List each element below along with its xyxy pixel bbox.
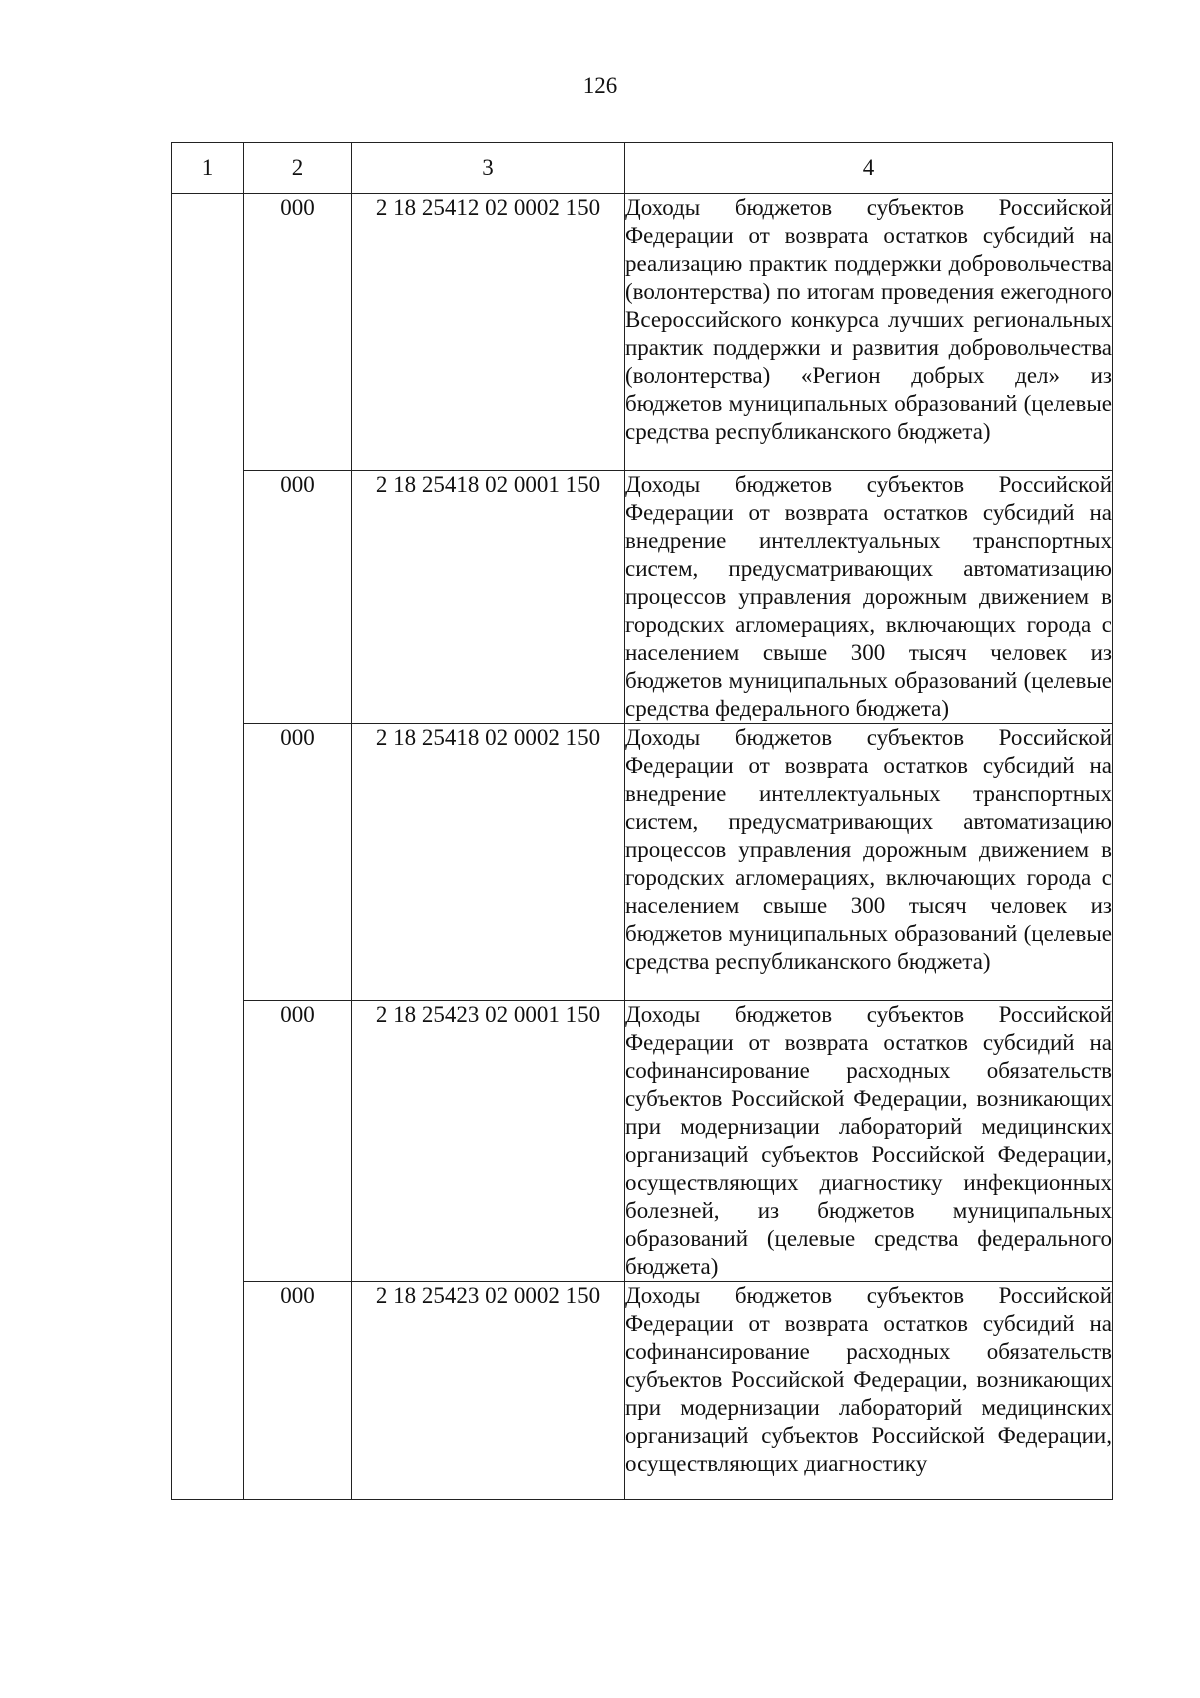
classification-code-cell: 2 18 25412 02 0002 150 bbox=[352, 194, 625, 471]
description-cell bbox=[625, 1001, 1113, 1282]
description-cell bbox=[625, 724, 1113, 1001]
budget-classification-table bbox=[171, 142, 1113, 1500]
row-col1-cell bbox=[172, 724, 244, 1001]
description-text: Доходы бюджетов субъектов Российской Федерации от возврата остатков субсидий на софинансирование расходных обязательств субъектов Российской Федерации, возникающих при модернизации лабораторий медицинских организаций субъектов Российской Федерации, осуществляющих диагностику bbox=[625, 1283, 1112, 1476]
classification-code-cell: 2 18 25423 02 0001 150 bbox=[352, 1001, 625, 1282]
description-cell bbox=[625, 194, 1113, 471]
table-row bbox=[172, 1282, 1113, 1500]
row-col1-cell bbox=[172, 471, 244, 724]
description-text: Доходы бюджетов субъектов Российской Федерации от возврата остатков субсидий на софинансирование расходных обязательств субъектов Российской Федерации, возникающих при модернизации лабораторий медицинских организаций субъектов Российской Федерации, осуществляющих диагностику инфекционных болезней, из бюджетов муниципальных образований (целевые средства федерального бюджета) bbox=[625, 1002, 1112, 1279]
table-row bbox=[172, 1001, 1113, 1282]
row-col1-cell bbox=[172, 1001, 244, 1282]
table-row bbox=[172, 724, 1113, 1001]
description-cell bbox=[625, 471, 1113, 724]
page-number: 126 bbox=[582, 73, 618, 98]
table-row bbox=[172, 194, 1113, 471]
admin-code-cell: 000 bbox=[244, 1001, 352, 1282]
description-text: Доходы бюджетов субъектов Российской Федерации от возврата остатков субсидий на внедрение интеллектуальных транспортных систем, предусматривающих автоматизацию процессов управления дорожным движением в городских агломерациях, включающих города с населением свыше 300 тысяч человек из бюджетов муниципальных образований (целевые средства федерального бюджета) bbox=[625, 472, 1112, 721]
admin-code-cell: 000 bbox=[244, 1282, 352, 1500]
description-text: Доходы бюджетов субъектов Российской Федерации от возврата остатков субсидий на реализацию практик поддержки добровольчества (волонтерства) по итогам проведения ежегодного Всероссийского конкурса лучших региональных практик поддержки и развития добровольчества (волонтерства) «Регион добрых дел» из бюджетов муниципальных образований (целевые средства республиканского бюджета) bbox=[625, 195, 1112, 444]
header-col-1: 1 bbox=[172, 143, 244, 194]
table-header-row bbox=[172, 143, 1113, 194]
classification-code-cell: 2 18 25418 02 0001 150 bbox=[352, 471, 625, 724]
admin-code-cell: 000 bbox=[244, 471, 352, 724]
admin-code-cell: 000 bbox=[244, 194, 352, 471]
row-col1-cell bbox=[172, 194, 244, 471]
header-col-2: 2 bbox=[244, 143, 352, 194]
classification-code-cell: 2 18 25423 02 0002 150 bbox=[352, 1282, 625, 1500]
table-row bbox=[172, 471, 1113, 724]
description-cell bbox=[625, 1282, 1113, 1500]
header-col-4: 4 bbox=[625, 143, 1113, 194]
row-col1-cell bbox=[172, 1282, 244, 1500]
classification-code-cell: 2 18 25418 02 0002 150 bbox=[352, 724, 625, 1001]
admin-code-cell: 000 bbox=[244, 724, 352, 1001]
header-col-3: 3 bbox=[352, 143, 625, 194]
description-text: Доходы бюджетов субъектов Российской Федерации от возврата остатков субсидий на внедрение интеллектуальных транспортных систем, предусматривающих автоматизацию процессов управления дорожным движением в городских агломерациях, включающих города с населением свыше 300 тысяч человек из бюджетов муниципальных образований (целевые средства республиканского бюджета) bbox=[625, 725, 1112, 974]
